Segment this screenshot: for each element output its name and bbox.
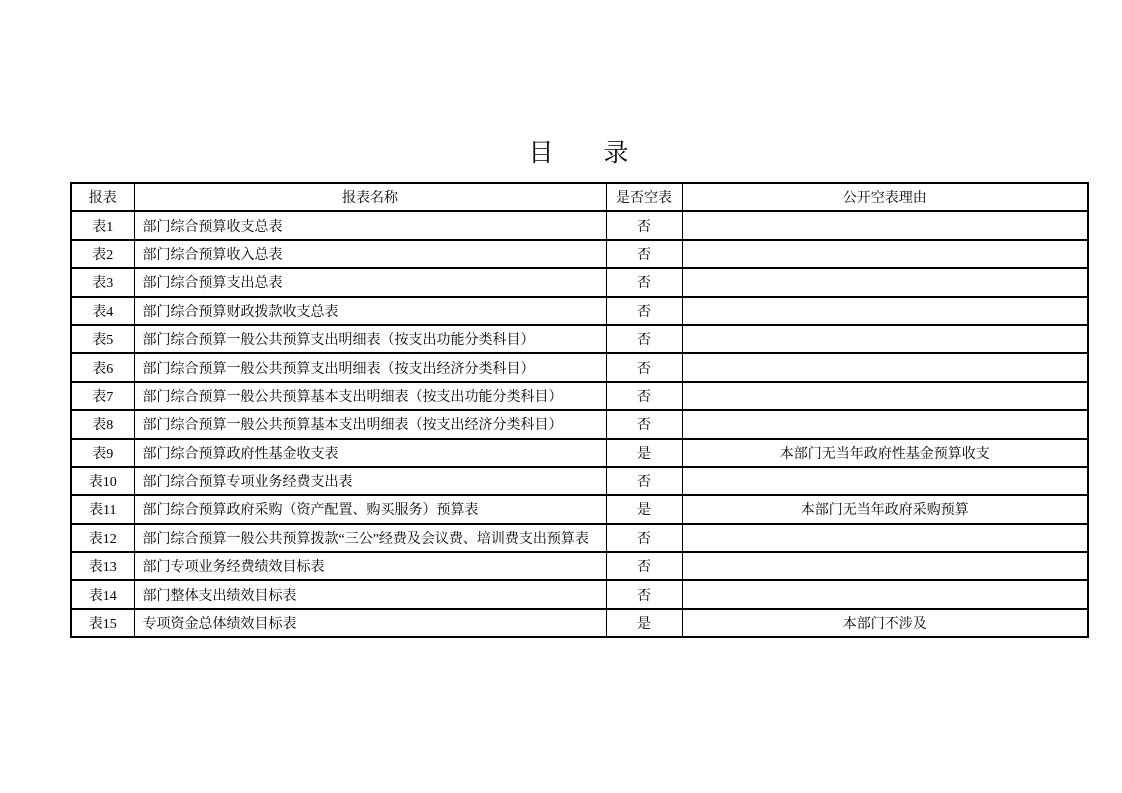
row-id-cell: 表9 <box>71 439 134 467</box>
row-id-cell: 表15 <box>71 609 134 637</box>
row-name-cell: 部门综合预算一般公共预算支出明细表（按支出经济分类科目） <box>134 353 606 381</box>
row-empty-cell: 否 <box>606 325 682 353</box>
row-name-cell: 部门综合预算政府采购（资产配置、购买服务）预算表 <box>134 495 606 523</box>
row-empty-cell: 否 <box>606 240 682 268</box>
toc-row <box>71 240 1088 268</box>
toc-row <box>71 211 1088 239</box>
row-empty-cell: 否 <box>606 268 682 296</box>
row-reason-cell: 本部门不涉及 <box>682 609 1088 637</box>
row-name-cell: 部门专项业务经费绩效目标表 <box>134 552 606 580</box>
row-id-cell: 表6 <box>71 353 134 381</box>
row-reason-cell <box>682 410 1088 438</box>
row-reason-cell <box>682 297 1088 325</box>
toc-row <box>71 495 1088 523</box>
row-id-cell: 表5 <box>71 325 134 353</box>
row-name-cell: 部门综合预算收支总表 <box>134 211 606 239</box>
row-id-cell: 表7 <box>71 382 134 410</box>
toc-row <box>71 297 1088 325</box>
header-report-id: 报表 <box>71 183 134 211</box>
row-empty-cell: 否 <box>606 211 682 239</box>
row-name-cell: 部门整体支出绩效目标表 <box>134 580 606 608</box>
toc-row <box>71 268 1088 296</box>
row-empty-cell: 否 <box>606 580 682 608</box>
toc-row <box>71 580 1088 608</box>
header-report-name: 报表名称 <box>134 183 606 211</box>
row-id-cell: 表10 <box>71 467 134 495</box>
toc-row <box>71 353 1088 381</box>
row-id-cell: 表4 <box>71 297 134 325</box>
row-empty-cell: 是 <box>606 609 682 637</box>
row-name-cell: 部门综合预算一般公共预算基本支出明细表（按支出功能分类科目） <box>134 382 606 410</box>
row-id-cell: 表3 <box>71 268 134 296</box>
row-name-cell: 部门综合预算财政拨款收支总表 <box>134 297 606 325</box>
toc-row <box>71 410 1088 438</box>
toc-row <box>71 467 1088 495</box>
row-reason-cell <box>682 580 1088 608</box>
toc-row <box>71 552 1088 580</box>
toc-table <box>70 182 1089 638</box>
row-empty-cell: 否 <box>606 410 682 438</box>
toc-row <box>71 609 1088 637</box>
row-name-cell: 部门综合预算一般公共预算支出明细表（按支出功能分类科目） <box>134 325 606 353</box>
page-title: 目 录 <box>528 140 629 167</box>
row-name-cell: 部门综合预算政府性基金收支表 <box>134 439 606 467</box>
row-reason-cell <box>682 353 1088 381</box>
row-empty-cell: 否 <box>606 524 682 552</box>
toc-row <box>71 382 1088 410</box>
row-reason-cell <box>682 467 1088 495</box>
row-reason-cell: 本部门无当年政府采购预算 <box>682 495 1088 523</box>
row-id-cell: 表12 <box>71 524 134 552</box>
row-empty-cell: 否 <box>606 353 682 381</box>
toc-row <box>71 325 1088 353</box>
row-name-cell: 专项资金总体绩效目标表 <box>134 609 606 637</box>
row-id-cell: 表8 <box>71 410 134 438</box>
row-name-cell: 部门综合预算支出总表 <box>134 268 606 296</box>
toc-table-body <box>71 211 1088 637</box>
row-empty-cell: 否 <box>606 297 682 325</box>
row-id-cell: 表13 <box>71 552 134 580</box>
row-id-cell: 表14 <box>71 580 134 608</box>
row-name-cell: 部门综合预算一般公共预算拨款“三公”经费及会议费、培训费支出预算表 <box>134 524 606 552</box>
row-reason-cell <box>682 211 1088 239</box>
row-empty-cell: 是 <box>606 495 682 523</box>
row-id-cell: 表1 <box>71 211 134 239</box>
row-empty-cell: 否 <box>606 552 682 580</box>
row-name-cell: 部门综合预算收入总表 <box>134 240 606 268</box>
header-empty-reason: 公开空表理由 <box>682 183 1088 211</box>
row-id-cell: 表11 <box>71 495 134 523</box>
row-empty-cell: 否 <box>606 382 682 410</box>
row-reason-cell <box>682 240 1088 268</box>
header-is-empty: 是否空表 <box>606 183 682 211</box>
toc-row <box>71 439 1088 467</box>
toc-header-row <box>71 183 1088 211</box>
toc-row <box>71 524 1088 552</box>
row-name-cell: 部门综合预算一般公共预算基本支出明细表（按支出经济分类科目） <box>134 410 606 438</box>
row-empty-cell: 否 <box>606 467 682 495</box>
row-id-cell: 表2 <box>71 240 134 268</box>
row-name-cell: 部门综合预算专项业务经费支出表 <box>134 467 606 495</box>
row-reason-cell <box>682 524 1088 552</box>
row-reason-cell <box>682 382 1088 410</box>
row-reason-cell <box>682 552 1088 580</box>
row-empty-cell: 是 <box>606 439 682 467</box>
row-reason-cell: 本部门无当年政府性基金预算收支 <box>682 439 1088 467</box>
row-reason-cell <box>682 325 1088 353</box>
row-reason-cell <box>682 268 1088 296</box>
